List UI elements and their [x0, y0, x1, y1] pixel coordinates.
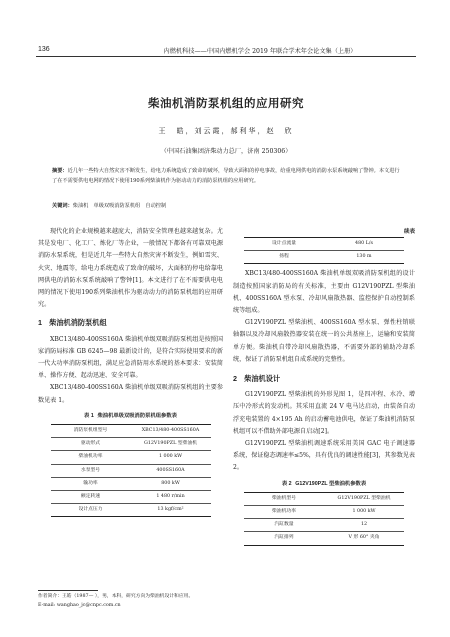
table-cell-value: 1 000 kW — [324, 506, 404, 519]
table-cell-value: 1 000 kW — [131, 451, 211, 464]
table-row — [244, 238, 404, 251]
table-row — [244, 251, 404, 264]
table-cell-value: G12V190PZL 型柴油机 — [131, 438, 211, 451]
table-row — [244, 532, 404, 545]
table-1-continued — [244, 237, 404, 264]
table-cell-param: 输功率 — [51, 477, 131, 490]
table-2-label: 表 2 — [281, 480, 292, 487]
table-cell-param: 水泵型号 — [51, 464, 131, 477]
article-authors: 王 皓，刘云霞，郝利华，赵 欣 — [158, 127, 294, 135]
table-row — [51, 491, 211, 504]
table-row — [51, 451, 211, 464]
table-cell-param: 额定转速 — [51, 491, 131, 504]
keywords-label: 关键词： — [52, 203, 73, 209]
table-cell-value: 400SS160A — [131, 464, 211, 477]
article-title: 柴油机消防泵机组的应用研究 — [148, 98, 304, 110]
header-rule — [36, 56, 416, 57]
intro-paragraph: 现代化的企业规模越来越庞大，消防安全管理也越来越复杂。尤其是发电厂、化工厂、炼化厂等企业，一般情况下都备有可靠双电源消防水泵系统，但是近几年一些特大自然灾害不断发生，例如雪灾、火灾、地震等，给电力系统造成了致命的破坏，大面积的停电给靠电网供电的消防水泵系统敲响了警钟[1]。本文进行了在不需要供电电网的情况下使用190系列柴油机作为驱动动力的消防泵机组的应用研究。 — [38, 228, 223, 309]
continued-label: 续表 — [403, 229, 415, 235]
table-1-label: 表 1 — [84, 412, 94, 419]
table-row — [51, 504, 211, 517]
section-1-heading: 1 柴油机消防泵机组 — [38, 318, 107, 328]
keywords — [52, 202, 402, 209]
footnote-rule — [38, 590, 98, 591]
right-paragraph-b: G12V190PZL 型柴油机、400SS160A 型水泵、弹性柱销联轴器以及冷却风扇散热器安装在统一的公共基座上，运输和安装简单方便。柴油机自带冷却风扇散热器，不需要外部的辅助冷却系统，保证了消防泵机组自成系统的完整性。 — [233, 319, 415, 363]
table-cell-value: 480 L/s — [324, 238, 404, 251]
table-cell-param: 柴油机功率 — [244, 506, 324, 519]
table-cell-value: 130 m — [324, 251, 404, 264]
table-row — [244, 519, 404, 532]
table-cell-value: 13 kgf/cm² — [131, 504, 211, 517]
table-cell-param: 汽缸排列 — [244, 532, 324, 545]
right-column — [233, 227, 415, 546]
table-row — [51, 477, 211, 490]
table-row — [51, 425, 211, 438]
page-number: 136 — [38, 46, 50, 53]
table-2-caption — [233, 478, 415, 490]
table-2-title: G12V190PZL 型柴油机参数表 — [295, 480, 367, 487]
table-1-title: 柴油机单级双吸消防泵机组参数表 — [97, 412, 177, 419]
table-cell-param: 柴油机型号 — [244, 492, 324, 505]
right-paragraph-c: G12V190PZL 型柴油机的外形见图 1，是四冲程、水冷、增压中冷形式的发动机。其采用直流 24 V 电马达启动，由装备自动浮充电装置的 4×195 Ah 的启动蓄电池供电，保证了柴油机消防泵机组可以不借助外部电源自启动[2]。 — [233, 391, 415, 435]
footnote — [38, 592, 228, 610]
abstract — [52, 166, 402, 186]
keywords-text: 柴油机 单级双吸消防泵机组 自动控制 — [72, 203, 167, 209]
table-cell-value: G12V190PZL 型柴油机 — [324, 492, 404, 505]
table-cell-param: 消防泵机组型号 — [51, 425, 131, 438]
table-1 — [51, 424, 211, 517]
right-paragraph-a: XBC13/480-400SS160A 柴油机单级双吸消防泵机组的设计制造按照国家消防局的有关标准，主要由 G12V190PZL 型柴油机、400SS160A 型水泵、冷却风扇散热器、监控保护自动控制系统等组成。 — [233, 270, 415, 315]
table-cell-param: 柴油机功率 — [51, 451, 131, 464]
running-title: 内燃机科技——中国内燃机学会 2019 年联合学术年会论文集（上册） — [163, 48, 357, 55]
table-row — [244, 492, 404, 505]
table-cell-value: 12 — [324, 519, 404, 532]
table-cell-param: 设计点流量 — [244, 238, 324, 251]
table-cell-param: 驱动形式 — [51, 438, 131, 451]
table-2 — [244, 492, 404, 546]
table-row — [244, 506, 404, 519]
section-2-heading: 2 柴油机设计 — [233, 374, 281, 384]
table-cell-value: XBC13/480-400SS160A — [131, 425, 211, 438]
left-column — [38, 226, 223, 517]
table-cell-param: 汽缸数量 — [244, 519, 324, 532]
table-cell-value: V 形 60° 夹角 — [324, 532, 404, 545]
table-row — [51, 438, 211, 451]
section-1-paragraph-1: XBC13/480-400SS160A 柴油机单级双吸消防泵机组是按照国家消防局标准 GB 6245—98 最新设计的，是符合实际使用要求的新一代大功率消防泵机组，满足应急消防用水系统的基本要求：安装简单、操作方便、起动迅速、安全可靠。 — [38, 335, 223, 380]
table-cell-param: 设计点压力 — [51, 504, 131, 517]
section-1-paragraph-2: XBC13/480-400SS160A 柴油机单级双吸消防泵机组的主要参数见表 1。 — [38, 384, 223, 404]
article-affiliation: （中国石油集团济柴动力总厂，济南 250306） — [160, 148, 292, 155]
abstract-text: 近几年一些特大自然灾害不断发生，给电力系统造成了致命的破坏，导致大面积的停电事故，给重电网供电的消防水泵系统敲响了警钟。本文进行了在不需要供电电网的情况下使用190系列柴油机作为驱动动力的消防泵机组的应用研究。 — [52, 168, 400, 184]
table-1-caption — [38, 410, 223, 422]
table-cell-value: 1 480 r/min — [131, 491, 211, 504]
abstract-label: 摘要： — [52, 168, 68, 174]
table-cell-value: 800 kW — [131, 477, 211, 490]
table-cell-param: 扬程 — [244, 251, 324, 264]
footnote-author: 作者简介：王皓（1987— ），男，本科，研究方向为柴油机设计和应用。 — [38, 594, 194, 599]
footnote-email: E-mail: wanghao_jc@cnpc.com.cn — [38, 603, 121, 608]
table-row — [51, 464, 211, 477]
right-paragraph-d: G12V190PZL 型柴油机调速系统采用美国 GAC 电子调速器系统，保证稳态调速率≤5%，具有优良的调速性能[3]，其参数见表 2。 — [233, 440, 415, 472]
